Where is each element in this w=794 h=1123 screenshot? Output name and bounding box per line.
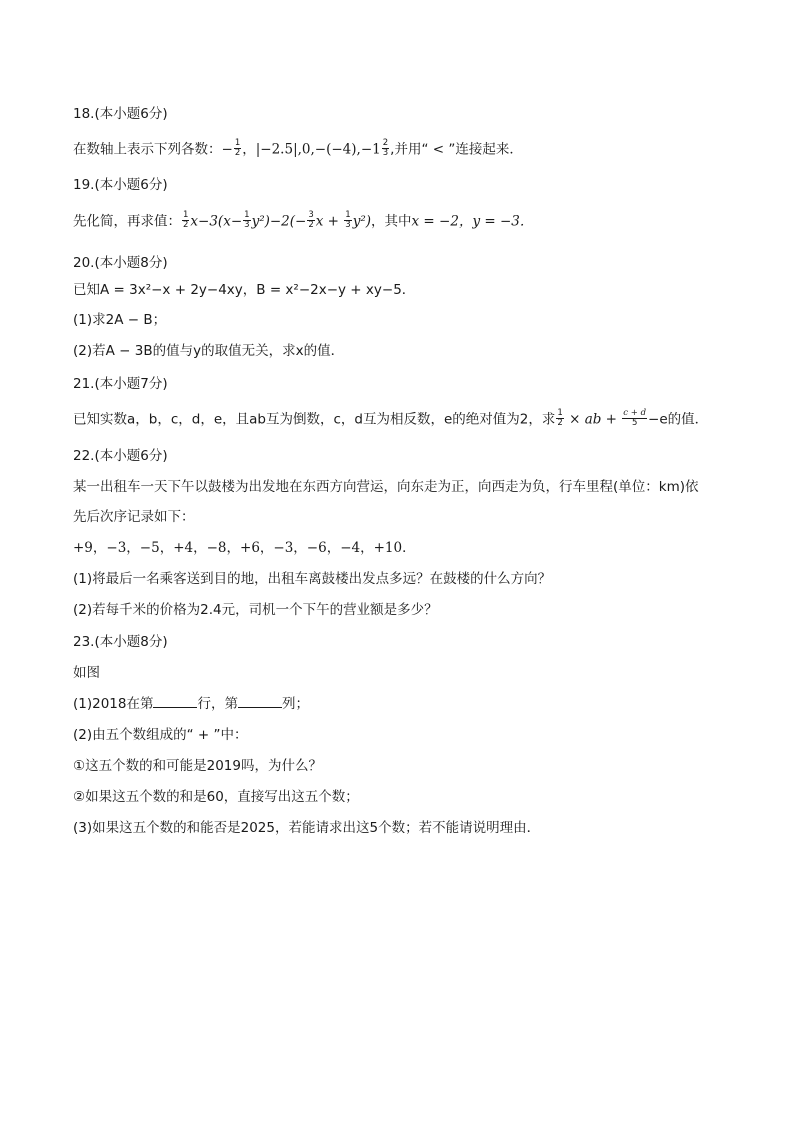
q18-fraction-den: 3 xyxy=(382,148,389,158)
q19-f2-num: 1 xyxy=(244,210,250,220)
q18-fraction-two-thirds xyxy=(382,139,389,158)
q21-g-den: 5 xyxy=(631,418,638,428)
q23-part-1 xyxy=(73,695,309,713)
q21-header: 21.(本小题7分) xyxy=(73,376,168,392)
q19-expr-2: y²)−2(− xyxy=(251,213,307,230)
q18-text-1: 在数轴上表示下列各数： xyxy=(73,141,222,158)
q23-part-2: (2)由五个数组成的“ + ”中： xyxy=(73,727,248,743)
q19-body xyxy=(73,212,533,231)
q19-fraction-3 xyxy=(307,211,314,230)
q23-part-3: (3)如果这五个数的和能否是2025，若能请求出这5个数；若不能请说明理由． xyxy=(73,820,541,836)
q19-fraction-1 xyxy=(182,211,189,230)
q19-fraction-4 xyxy=(344,211,351,230)
q21-fraction-cd xyxy=(622,409,647,428)
q19-text-1: 先化简，再求值： xyxy=(73,213,181,230)
q23-figure-ref: 如图 xyxy=(73,665,100,681)
q20-part-2: (2)若A − 3B的值与y的取值无关，求x的值． xyxy=(73,343,345,359)
q21-expr-2: −e的值． xyxy=(648,411,709,428)
q21-expr-1: × ab + xyxy=(564,411,622,428)
q23-part-2a: ①这五个数的和可能是2019吗，为什么？ xyxy=(73,758,322,774)
q23-part-1-text-b: 行，第 xyxy=(197,696,238,712)
q19-fraction-2 xyxy=(243,211,250,230)
q22-part-2: (2)若每千米的价格为2.4元，司机一个下午的营业额是多少？ xyxy=(73,602,438,618)
q19-expr-4: y²) xyxy=(352,213,372,230)
q21-f-den: 2 xyxy=(557,418,563,428)
q19-f1-num: 1 xyxy=(183,210,189,220)
q19-condition: x = −2，y = −3． xyxy=(411,213,534,230)
q19-expr-1: x−3(x− xyxy=(190,213,243,230)
q19-text-2: ，其中 xyxy=(371,213,412,230)
q18-fraction-half-num: 1 xyxy=(234,138,241,148)
q23-header: 23.(本小题8分) xyxy=(73,634,168,650)
q22-header: 22.(本小题6分) xyxy=(73,448,168,464)
q19-header: 19.(本小题6分) xyxy=(73,177,168,193)
q19-expr-3: x + xyxy=(315,213,344,230)
q22-line-2: 先后次序记录如下： xyxy=(73,509,195,525)
q23-column-blank xyxy=(238,695,282,708)
q19-f2-den: 3 xyxy=(244,220,250,230)
q19-f4-den: 3 xyxy=(345,220,351,230)
q18-fraction-half-den: 2 xyxy=(234,148,241,158)
q18-sep: ， xyxy=(242,141,256,158)
q18-abs: |−2.5| xyxy=(255,141,298,158)
q18-fraction-half xyxy=(234,139,241,158)
q21-fraction-half xyxy=(556,409,563,428)
q21-g-num: c + d xyxy=(623,408,647,418)
q20-part-1: (1)求2A − B； xyxy=(73,312,167,328)
q21-body xyxy=(73,410,708,429)
q21-f-num: 1 xyxy=(557,408,563,418)
q22-part-1: (1)将最后一名乘客送到目的地，出租车离鼓楼出发点多远？在鼓楼的什么方向？ xyxy=(73,571,552,587)
q18-body xyxy=(73,140,523,159)
q18-minus: − xyxy=(221,141,233,158)
q19-f3-den: 2 xyxy=(308,220,314,230)
q19-f4-num: 1 xyxy=(345,210,351,220)
q18-rest: ,0,−(−4),− xyxy=(297,141,373,158)
q20-header: 20.(本小题8分) xyxy=(73,255,168,271)
q23-row-blank xyxy=(153,695,197,708)
q23-part-1-text-a: (1)2018在第 xyxy=(73,696,154,712)
q19-f3-num: 3 xyxy=(308,210,314,220)
q18-mixed-whole: 1 xyxy=(372,141,381,158)
q19-f1-den: 2 xyxy=(183,220,189,230)
q18-fraction-num: 2 xyxy=(382,138,389,148)
q21-text-1: 已知实数a，b，c，d，e，且ab互为倒数，c，d互为相反数，e的绝对值为2，求 xyxy=(73,411,556,428)
q23-part-2b: ②如果这五个数的和是60，直接写出这五个数； xyxy=(73,789,359,805)
q23-part-1-text-c: 列； xyxy=(281,696,309,712)
q22-data: +9，−3，−5，+4，−8，+6，−3，−6，−4，+10． xyxy=(73,540,416,556)
q18-text-2: ,并用“ < ”连接起来． xyxy=(390,141,523,158)
q22-line-1: 某一出租车一天下午以鼓楼为出发地在东西方向营运，向东走为正，向西走为负，行车里程(单位：km)依 xyxy=(73,479,699,495)
q18-header: 18.(本小题6分) xyxy=(73,106,168,122)
q20-given: 已知A = 3x²−x + 2y−4xy，B = x²−2x−y + xy−5． xyxy=(73,282,416,298)
